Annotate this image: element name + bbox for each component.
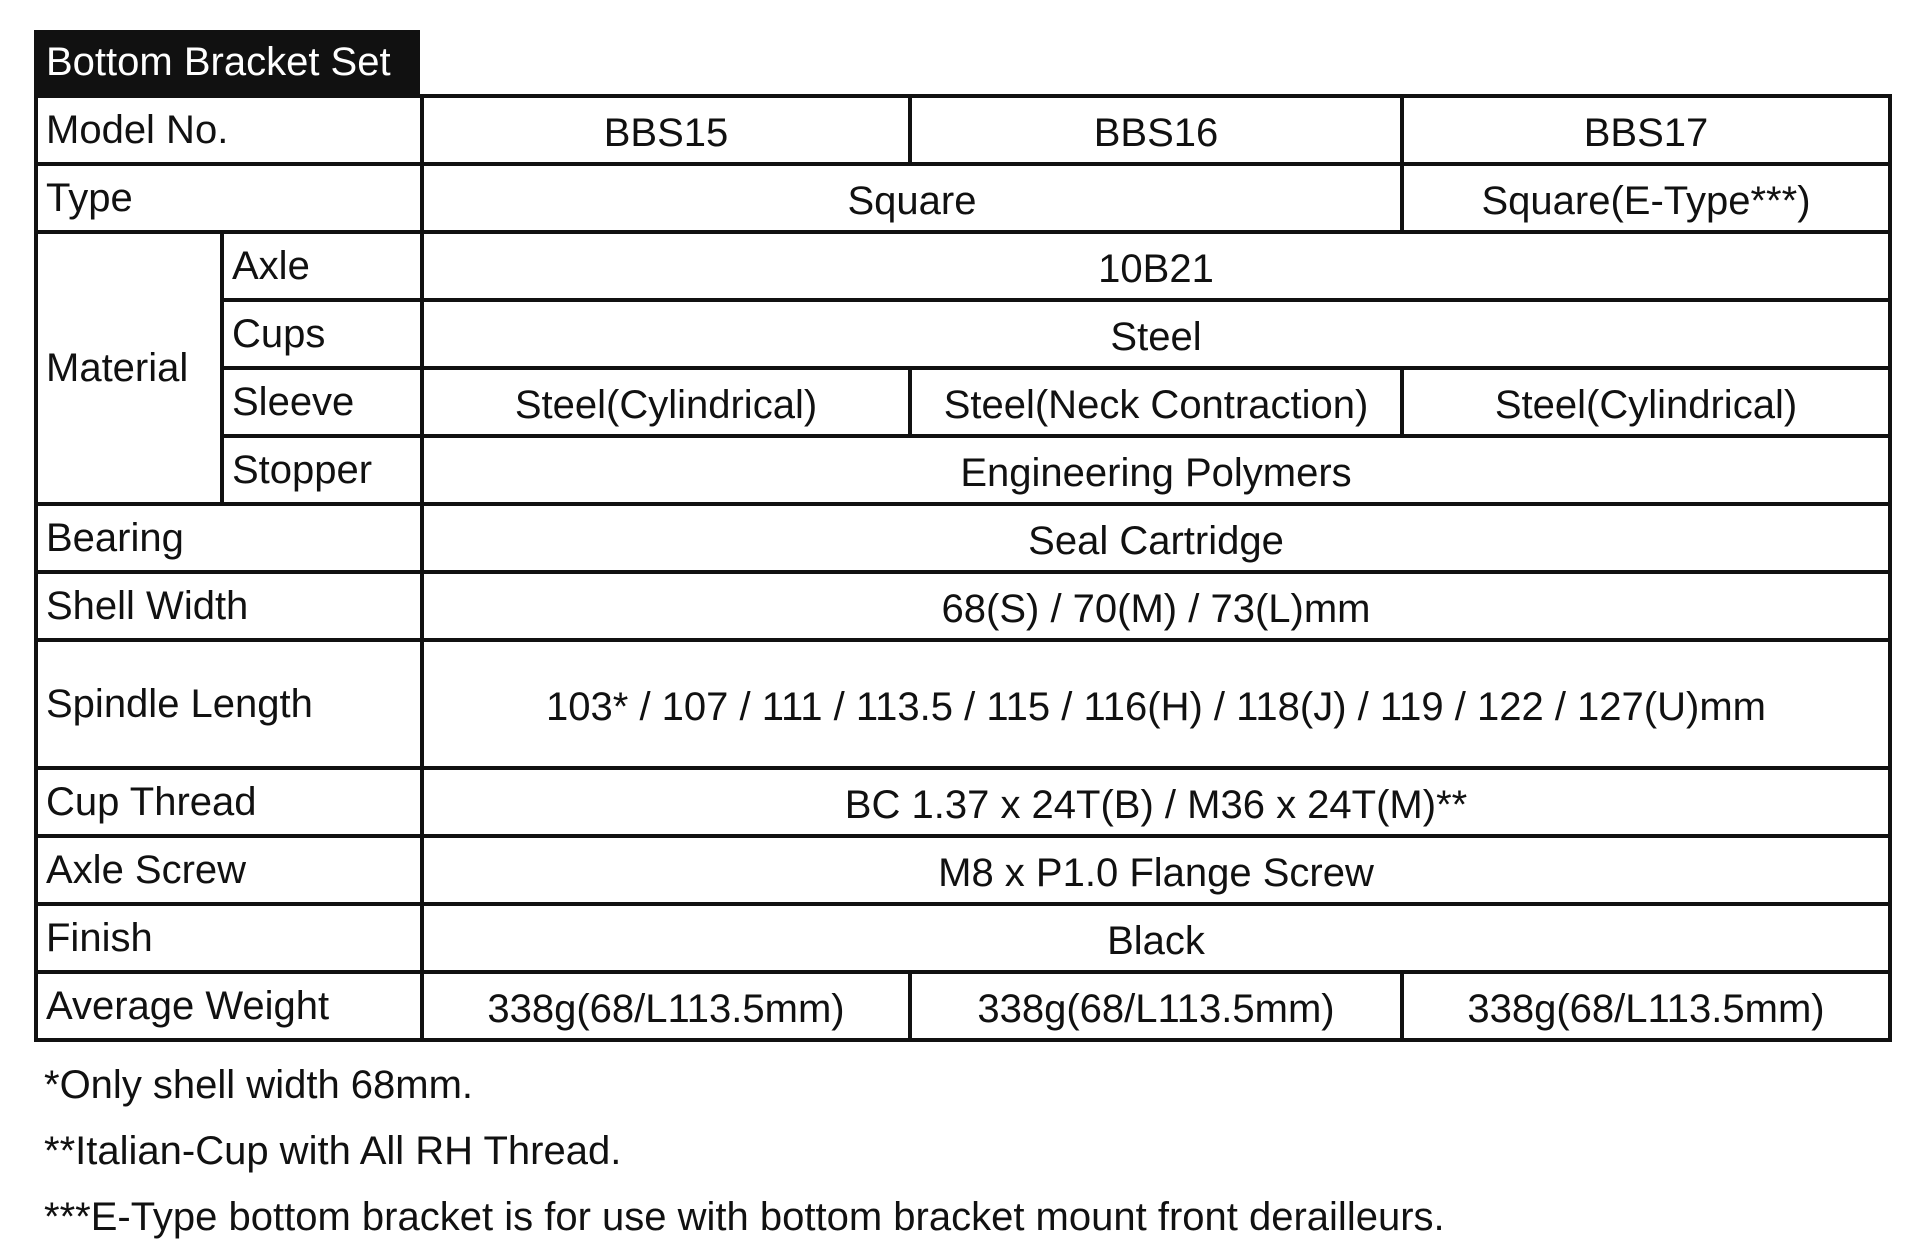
cup-thread-value: BC 1.37 x 24T(B) / M36 x 24T(M)** — [422, 768, 1890, 836]
spindle-length-label: Spindle Length — [36, 640, 422, 768]
table-row — [36, 504, 1890, 572]
table-row — [36, 300, 1890, 368]
footnote: **Italian-Cup with All RH Thread. — [44, 1129, 622, 1173]
type-value: Square — [422, 164, 1402, 232]
table-row — [36, 836, 1890, 904]
table-row — [36, 972, 1890, 1040]
table-row — [36, 232, 1890, 300]
table-row — [36, 904, 1890, 972]
footnote: *Only shell width 68mm. — [44, 1063, 474, 1107]
bearing-label: Bearing — [36, 504, 422, 572]
shell-width-label: Shell Width — [36, 572, 422, 640]
table-row — [36, 640, 1890, 768]
axle-screw-value: M8 x P1.0 Flange Screw — [422, 836, 1890, 904]
model-cell: BBS16 — [910, 96, 1402, 164]
bearing-value: Seal Cartridge — [422, 504, 1890, 572]
stopper-value: Engineering Polymers — [422, 436, 1890, 504]
material-label: Material — [36, 232, 222, 504]
model-label: Model No. — [36, 96, 422, 164]
cup-thread-label: Cup Thread — [36, 768, 422, 836]
axle-value: 10B21 — [422, 232, 1890, 300]
sleeve-value: Steel(Cylindrical) — [1402, 368, 1890, 436]
sleeve-value: Steel(Neck Contraction) — [910, 368, 1402, 436]
table-row — [36, 768, 1890, 836]
sleeve-label: Sleeve — [222, 368, 422, 436]
average-weight-value: 338g(68/L113.5mm) — [422, 972, 910, 1040]
table-row — [36, 436, 1890, 504]
table-row — [36, 368, 1890, 436]
cups-label: Cups — [222, 300, 422, 368]
cups-value: Steel — [422, 300, 1890, 368]
model-cell: BBS15 — [422, 96, 910, 164]
table-row — [36, 164, 1890, 232]
spec-sheet — [34, 30, 1888, 1250]
model-cell: BBS17 — [1402, 96, 1890, 164]
average-weight-label: Average Weight — [36, 972, 422, 1040]
spindle-length-value: 103* / 107 / 111 / 113.5 / 115 / 116(H) / 118(J) / 119 / 122 / 127(U)mm — [422, 640, 1890, 768]
section-title: Bottom Bracket Set — [34, 30, 420, 94]
finish-label: Finish — [36, 904, 422, 972]
average-weight-value: 338g(68/L113.5mm) — [1402, 972, 1890, 1040]
finish-value: Black — [422, 904, 1890, 972]
table-row — [36, 572, 1890, 640]
type-value-etype: Square(E-Type***) — [1402, 164, 1890, 232]
shell-width-value: 68(S) / 70(M) / 73(L)mm — [422, 572, 1890, 640]
axle-screw-label: Axle Screw — [36, 836, 422, 904]
axle-label: Axle — [222, 232, 422, 300]
stopper-label: Stopper — [222, 436, 422, 504]
footnotes — [34, 1052, 1888, 1250]
type-label: Type — [36, 164, 422, 232]
table-row — [36, 96, 1890, 164]
sleeve-value: Steel(Cylindrical) — [422, 368, 910, 436]
footnote: ***E-Type bottom bracket is for use with bottom bracket mount front derailleurs. — [44, 1195, 1445, 1239]
average-weight-value: 338g(68/L113.5mm) — [910, 972, 1402, 1040]
spec-table — [34, 94, 1892, 1042]
